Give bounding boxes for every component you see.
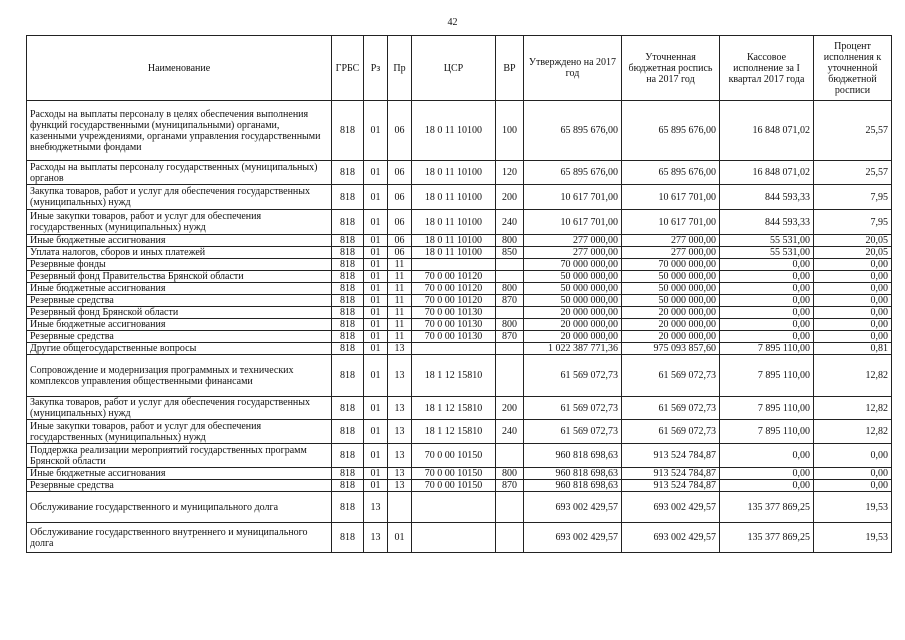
cell-rz: 01	[364, 397, 388, 420]
cell-grbs: 818	[332, 283, 364, 295]
cell-rz: 01	[364, 283, 388, 295]
cell-name: Поддержка реализации мероприятий государственных программ Брянской области	[27, 444, 332, 468]
cell-approved: 277 000,00	[524, 247, 622, 259]
cell-cash: 0,00	[720, 259, 814, 271]
table-row	[27, 355, 892, 397]
cell-refined: 61 569 072,73	[622, 420, 720, 444]
header-cash: Кассовое исполнение за I квартал 2017 года	[720, 36, 814, 101]
cell-percent: 19,53	[814, 523, 892, 553]
cell-name: Резервный фонд Брянской области	[27, 307, 332, 319]
cell-name: Резервные фонды	[27, 259, 332, 271]
cell-grbs: 818	[332, 307, 364, 319]
cell-pr	[388, 492, 412, 523]
table-row	[27, 480, 892, 492]
table-row	[27, 101, 892, 161]
cell-refined: 20 000 000,00	[622, 307, 720, 319]
cell-name: Иные закупки товаров, работ и услуг для обеспечения государственных (муниципальных) нужд	[27, 420, 332, 444]
cell-cash: 0,00	[720, 331, 814, 343]
cell-name: Иные закупки товаров, работ и услуг для обеспечения государственных (муниципальных) нужд	[27, 210, 332, 235]
cell-pr: 01	[388, 523, 412, 553]
cell-cash: 0,00	[720, 319, 814, 331]
header-rz: Рз	[364, 36, 388, 101]
cell-pr: 11	[388, 319, 412, 331]
cell-cash: 0,00	[720, 271, 814, 283]
cell-csr: 18 1 12 15810	[412, 397, 496, 420]
cell-grbs: 818	[332, 397, 364, 420]
cell-vr: 200	[496, 185, 524, 210]
cell-cash: 16 848 071,02	[720, 101, 814, 161]
cell-csr	[412, 492, 496, 523]
cell-pr: 13	[388, 480, 412, 492]
cell-rz: 01	[364, 319, 388, 331]
header-vr: ВР	[496, 36, 524, 101]
cell-csr: 18 0 11 10100	[412, 235, 496, 247]
cell-csr: 18 0 11 10100	[412, 101, 496, 161]
cell-approved: 50 000 000,00	[524, 271, 622, 283]
cell-pr: 11	[388, 259, 412, 271]
cell-vr	[496, 355, 524, 397]
cell-approved: 70 000 000,00	[524, 259, 622, 271]
cell-rz: 01	[364, 271, 388, 283]
cell-vr	[496, 307, 524, 319]
cell-percent: 0,00	[814, 468, 892, 480]
table-row	[27, 235, 892, 247]
table-row	[27, 259, 892, 271]
cell-refined: 913 524 784,87	[622, 444, 720, 468]
cell-csr: 70 0 00 10120	[412, 295, 496, 307]
table-row	[27, 319, 892, 331]
cell-refined: 913 524 784,87	[622, 480, 720, 492]
cell-cash: 844 593,33	[720, 210, 814, 235]
cell-grbs: 818	[332, 480, 364, 492]
cell-name: Сопровождение и модернизация программных и технических комплексов управления общественными финансами	[27, 355, 332, 397]
cell-percent: 7,95	[814, 185, 892, 210]
cell-vr: 100	[496, 101, 524, 161]
cell-rz: 01	[364, 235, 388, 247]
cell-grbs: 818	[332, 492, 364, 523]
cell-refined: 61 569 072,73	[622, 355, 720, 397]
cell-pr: 06	[388, 101, 412, 161]
cell-grbs: 818	[332, 271, 364, 283]
cell-approved: 960 818 698,63	[524, 480, 622, 492]
cell-csr: 18 0 11 10100	[412, 210, 496, 235]
cell-pr: 11	[388, 271, 412, 283]
cell-approved: 277 000,00	[524, 235, 622, 247]
cell-vr: 240	[496, 420, 524, 444]
header-name: Наименование	[27, 36, 332, 101]
cell-rz: 01	[364, 343, 388, 355]
cell-percent: 19,53	[814, 492, 892, 523]
cell-rz: 13	[364, 523, 388, 553]
cell-cash: 0,00	[720, 295, 814, 307]
cell-pr: 06	[388, 161, 412, 185]
cell-refined: 50 000 000,00	[622, 295, 720, 307]
cell-refined: 10 617 701,00	[622, 185, 720, 210]
cell-cash: 55 531,00	[720, 235, 814, 247]
cell-rz: 01	[364, 161, 388, 185]
cell-rz: 01	[364, 420, 388, 444]
table-row	[27, 523, 892, 553]
cell-vr: 870	[496, 480, 524, 492]
cell-refined: 913 524 784,87	[622, 468, 720, 480]
cell-rz: 01	[364, 468, 388, 480]
cell-rz: 01	[364, 295, 388, 307]
cell-grbs: 818	[332, 343, 364, 355]
table-row	[27, 283, 892, 295]
cell-name: Закупка товаров, работ и услуг для обеспечения государственных (муниципальных) нужд	[27, 397, 332, 420]
table-row	[27, 343, 892, 355]
cell-cash: 0,00	[720, 283, 814, 295]
cell-csr: 70 0 00 10150	[412, 468, 496, 480]
cell-csr: 70 0 00 10130	[412, 331, 496, 343]
table-row	[27, 295, 892, 307]
cell-percent: 0,00	[814, 271, 892, 283]
table-row	[27, 161, 892, 185]
table-row	[27, 331, 892, 343]
cell-rz: 01	[364, 210, 388, 235]
header-percent: Процент исполнения к уточненной бюджетной росписи	[814, 36, 892, 101]
cell-name: Расходы на выплаты персоналу государственных (муниципальных) органов	[27, 161, 332, 185]
cell-approved: 20 000 000,00	[524, 307, 622, 319]
cell-csr	[412, 523, 496, 553]
table-row	[27, 271, 892, 283]
cell-cash: 135 377 869,25	[720, 492, 814, 523]
header-csr: ЦСР	[412, 36, 496, 101]
table-row	[27, 420, 892, 444]
cell-vr: 800	[496, 319, 524, 331]
cell-pr: 13	[388, 343, 412, 355]
cell-cash: 7 895 110,00	[720, 355, 814, 397]
cell-name: Расходы на выплаты персоналу в целях обеспечения выполнения функций государственными (муниципальными) органами, казенными учреждениями, органами управления государственными внебюджетными фондами	[27, 101, 332, 161]
cell-csr: 18 0 11 10100	[412, 161, 496, 185]
cell-csr: 70 0 00 10120	[412, 271, 496, 283]
cell-approved: 50 000 000,00	[524, 295, 622, 307]
cell-percent: 0,00	[814, 283, 892, 295]
cell-percent: 0,00	[814, 319, 892, 331]
table-row	[27, 397, 892, 420]
cell-percent: 0,00	[814, 295, 892, 307]
cell-pr: 13	[388, 468, 412, 480]
cell-cash: 55 531,00	[720, 247, 814, 259]
cell-refined: 65 895 676,00	[622, 161, 720, 185]
cell-vr: 800	[496, 283, 524, 295]
cell-pr: 06	[388, 235, 412, 247]
cell-name: Иные бюджетные ассигнования	[27, 283, 332, 295]
cell-cash: 7 895 110,00	[720, 420, 814, 444]
cell-grbs: 818	[332, 331, 364, 343]
cell-name: Резервные средства	[27, 480, 332, 492]
cell-percent: 0,00	[814, 480, 892, 492]
cell-vr	[496, 523, 524, 553]
cell-approved: 1 022 387 771,36	[524, 343, 622, 355]
cell-rz: 01	[364, 259, 388, 271]
cell-vr	[496, 444, 524, 468]
cell-refined: 20 000 000,00	[622, 331, 720, 343]
cell-approved: 61 569 072,73	[524, 397, 622, 420]
cell-rz: 01	[364, 101, 388, 161]
cell-grbs: 818	[332, 259, 364, 271]
cell-refined: 61 569 072,73	[622, 397, 720, 420]
cell-cash: 0,00	[720, 468, 814, 480]
cell-vr: 200	[496, 397, 524, 420]
cell-grbs: 818	[332, 247, 364, 259]
cell-name: Резервные средства	[27, 331, 332, 343]
cell-pr: 11	[388, 295, 412, 307]
cell-approved: 10 617 701,00	[524, 210, 622, 235]
cell-grbs: 818	[332, 523, 364, 553]
cell-refined: 277 000,00	[622, 247, 720, 259]
cell-vr	[496, 492, 524, 523]
cell-cash: 135 377 869,25	[720, 523, 814, 553]
cell-percent: 0,00	[814, 331, 892, 343]
cell-pr: 13	[388, 355, 412, 397]
cell-percent: 0,81	[814, 343, 892, 355]
cell-csr: 70 0 00 10120	[412, 283, 496, 295]
cell-grbs: 818	[332, 420, 364, 444]
cell-csr	[412, 259, 496, 271]
cell-approved: 65 895 676,00	[524, 101, 622, 161]
table-row	[27, 210, 892, 235]
cell-vr: 800	[496, 468, 524, 480]
cell-approved: 20 000 000,00	[524, 331, 622, 343]
cell-pr: 06	[388, 247, 412, 259]
cell-name: Резервные средства	[27, 295, 332, 307]
cell-rz: 01	[364, 331, 388, 343]
cell-refined: 975 093 857,60	[622, 343, 720, 355]
cell-grbs: 818	[332, 161, 364, 185]
cell-pr: 13	[388, 397, 412, 420]
budget-execution-table	[26, 35, 892, 553]
header-grbs: ГРБС	[332, 36, 364, 101]
cell-cash: 0,00	[720, 307, 814, 319]
cell-refined: 693 002 429,57	[622, 492, 720, 523]
cell-percent: 0,00	[814, 307, 892, 319]
cell-percent: 12,82	[814, 355, 892, 397]
cell-approved: 693 002 429,57	[524, 523, 622, 553]
cell-cash: 844 593,33	[720, 185, 814, 210]
cell-rz: 13	[364, 492, 388, 523]
cell-csr: 70 0 00 10150	[412, 480, 496, 492]
cell-percent: 0,00	[814, 444, 892, 468]
cell-percent: 25,57	[814, 101, 892, 161]
cell-percent: 20,05	[814, 235, 892, 247]
cell-percent: 7,95	[814, 210, 892, 235]
cell-name: Иные бюджетные ассигнования	[27, 319, 332, 331]
cell-name: Иные бюджетные ассигнования	[27, 235, 332, 247]
cell-grbs: 818	[332, 235, 364, 247]
cell-pr: 06	[388, 210, 412, 235]
cell-csr: 18 1 12 15810	[412, 355, 496, 397]
cell-percent: 12,82	[814, 397, 892, 420]
cell-name: Другие общегосударственные вопросы	[27, 343, 332, 355]
cell-grbs: 818	[332, 101, 364, 161]
cell-pr: 13	[388, 444, 412, 468]
cell-approved: 50 000 000,00	[524, 283, 622, 295]
cell-refined: 50 000 000,00	[622, 283, 720, 295]
cell-percent: 12,82	[814, 420, 892, 444]
cell-refined: 20 000 000,00	[622, 319, 720, 331]
table-body	[27, 101, 892, 553]
cell-percent: 20,05	[814, 247, 892, 259]
table-row	[27, 492, 892, 523]
cell-rz: 01	[364, 355, 388, 397]
page-number: 42	[447, 17, 458, 28]
cell-grbs: 818	[332, 355, 364, 397]
cell-name: Резервный фонд Правительства Брянской области	[27, 271, 332, 283]
cell-pr: 11	[388, 331, 412, 343]
cell-refined: 693 002 429,57	[622, 523, 720, 553]
cell-percent: 0,00	[814, 259, 892, 271]
cell-refined: 70 000 000,00	[622, 259, 720, 271]
cell-approved: 960 818 698,63	[524, 468, 622, 480]
table-header-row	[27, 36, 892, 101]
cell-vr: 850	[496, 247, 524, 259]
cell-vr	[496, 259, 524, 271]
cell-refined: 277 000,00	[622, 235, 720, 247]
cell-rz: 01	[364, 444, 388, 468]
cell-grbs: 818	[332, 444, 364, 468]
cell-vr: 870	[496, 331, 524, 343]
cell-percent: 25,57	[814, 161, 892, 185]
cell-csr: 70 0 00 10150	[412, 444, 496, 468]
cell-vr: 870	[496, 295, 524, 307]
cell-csr: 18 0 11 10100	[412, 185, 496, 210]
cell-approved: 693 002 429,57	[524, 492, 622, 523]
cell-vr: 240	[496, 210, 524, 235]
cell-refined: 50 000 000,00	[622, 271, 720, 283]
table-row	[27, 307, 892, 319]
header-approved: Утверждено на 2017 год	[524, 36, 622, 101]
cell-name: Обслуживание государственного и муниципального долга	[27, 492, 332, 523]
cell-grbs: 818	[332, 210, 364, 235]
cell-approved: 960 818 698,63	[524, 444, 622, 468]
cell-csr: 18 0 11 10100	[412, 247, 496, 259]
cell-grbs: 818	[332, 468, 364, 480]
cell-approved: 61 569 072,73	[524, 355, 622, 397]
cell-pr: 11	[388, 307, 412, 319]
cell-vr	[496, 343, 524, 355]
table-row	[27, 444, 892, 468]
cell-approved: 65 895 676,00	[524, 161, 622, 185]
cell-cash: 7 895 110,00	[720, 397, 814, 420]
table-row	[27, 185, 892, 210]
cell-rz: 01	[364, 185, 388, 210]
cell-grbs: 818	[332, 185, 364, 210]
cell-pr: 06	[388, 185, 412, 210]
cell-pr: 13	[388, 420, 412, 444]
cell-approved: 20 000 000,00	[524, 319, 622, 331]
cell-rz: 01	[364, 307, 388, 319]
cell-vr: 800	[496, 235, 524, 247]
header-pr: Пр	[388, 36, 412, 101]
cell-rz: 01	[364, 247, 388, 259]
cell-pr: 11	[388, 283, 412, 295]
cell-refined: 65 895 676,00	[622, 101, 720, 161]
cell-cash: 7 895 110,00	[720, 343, 814, 355]
cell-cash: 16 848 071,02	[720, 161, 814, 185]
cell-csr	[412, 343, 496, 355]
cell-approved: 61 569 072,73	[524, 420, 622, 444]
cell-vr	[496, 271, 524, 283]
cell-vr: 120	[496, 161, 524, 185]
cell-cash: 0,00	[720, 444, 814, 468]
cell-name: Закупка товаров, работ и услуг для обеспечения государственных (муниципальных) нужд	[27, 185, 332, 210]
table-row	[27, 247, 892, 259]
cell-name: Обслуживание государственного внутреннего и муниципального долга	[27, 523, 332, 553]
cell-name: Иные бюджетные ассигнования	[27, 468, 332, 480]
header-refined: Уточненная бюджетная роспись на 2017 год	[622, 36, 720, 101]
cell-rz: 01	[364, 480, 388, 492]
cell-grbs: 818	[332, 295, 364, 307]
cell-grbs: 818	[332, 319, 364, 331]
cell-csr: 70 0 00 10130	[412, 307, 496, 319]
cell-csr: 18 1 12 15810	[412, 420, 496, 444]
table-row	[27, 468, 892, 480]
cell-refined: 10 617 701,00	[622, 210, 720, 235]
cell-approved: 10 617 701,00	[524, 185, 622, 210]
cell-name: Уплата налогов, сборов и иных платежей	[27, 247, 332, 259]
cell-cash: 0,00	[720, 480, 814, 492]
cell-csr: 70 0 00 10130	[412, 319, 496, 331]
